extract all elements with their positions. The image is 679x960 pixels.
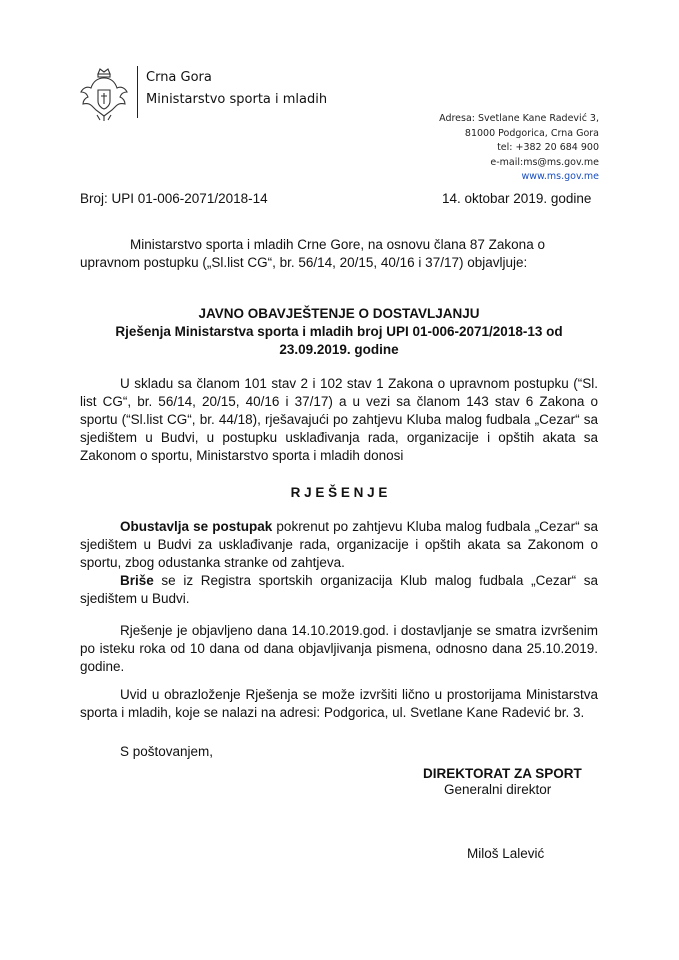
decision-item-1-lead: Obustavlja se postupak xyxy=(120,519,273,534)
header-divider xyxy=(137,66,138,118)
intro-line: Ministarstvo sporta i mladih Crne Gore, na osnovu člana 87 Zakona o xyxy=(130,237,545,252)
country-name: Crna Gora xyxy=(146,70,212,85)
decision-item-2-text: se iz Registra sportskih organizacija Klub malog fudbala „Cezar“ sa sjedištem u Budvi. xyxy=(80,573,598,606)
basis-paragraph: U skladu sa članom 101 stav 2 i 102 stav 1 Zakona o upravnom postupku (“Sl. list CG“, br. 56/14, 20/15, 40/16 i 37/17) a u vezi sa članom 143 stav 6 Zakona o sportu (“Sl.list CG“, br. 44/18), rješavajući po zahtjevu Kluba malog fudbala „Cezar“ sa sjedištem u Budvi, u postupku usklađivanja rada, organizacije i opštih akata sa Zakonom o sportu, Ministarstvo sporta i mladih donosi xyxy=(80,376,598,463)
decision-item-1-text: pokrenut po zahtjevu Kluba malog fudbala „Cezar“ sa sjedištem u Budvi za usklađivanje rada, organizacije i opštih akata sa Zakonom o sportu, zbog odustanka stranke od zahtjeva. xyxy=(80,519,598,570)
inspection-paragraph: Uvid u obrazloženje Rješenja se može izvršiti lično u prostorijama Ministarstva sporta i mladih, koje se nalazi na adresi: Podgorica, ul. Svetlane Kane Radević br. 3. xyxy=(80,687,598,720)
decision-item-2 xyxy=(80,572,598,608)
address-block xyxy=(439,112,599,185)
closing-greeting: S poštovanjem, xyxy=(120,744,214,759)
publication-paragraph: Rješenje je objavljeno dana 14.10.2019.god. i dostavljanje se smatra izvršenim po isteku roka od 10 dana od dana objavljivanja pismena, odnosno dana 25.10.2019. godine. xyxy=(80,623,598,674)
phone-line: tel: +382 20 684 900 xyxy=(497,142,599,153)
coat-of-arms-icon xyxy=(79,66,129,122)
decision-body xyxy=(80,518,598,608)
notice-title-line: Rješenja Ministarstva sporta i mladih broj UPI 01-006-2071/2018-13 od xyxy=(115,324,563,339)
signature-role: Generalni direktor xyxy=(444,782,552,797)
decision-item-1 xyxy=(80,518,598,572)
address-line: 81000 Podgorica, Crna Gora xyxy=(464,127,599,139)
email-line: e-mail:ms@ms.gov.me xyxy=(490,156,599,168)
document-number: Broj: UPI 01-006-2071/2018-14 xyxy=(80,191,268,206)
notice-title-line: JAVNO OBAVJEŠTENJE O DOSTAVLJANJU xyxy=(198,306,480,321)
intro xyxy=(80,236,598,272)
website-link[interactable]: www.ms.gov.me xyxy=(521,171,599,182)
intro-line: upravnom postupku („Sl.list CG“, br. 56/14, 20/15, 40/16 i 37/17) objavljuje: xyxy=(80,255,528,270)
signature-department: DIREKTORAT ZA SPORT xyxy=(423,766,582,781)
decision-item-2-lead: Briše xyxy=(120,573,154,588)
signature-name: Miloš Lalević xyxy=(467,846,545,861)
address-line: Adresa: Svetlane Kane Radević 3, xyxy=(439,113,599,124)
ministry-name: Ministarstvo sporta i mladih xyxy=(146,92,328,107)
notice-title-line: 23.09.2019. godine xyxy=(279,342,399,357)
decision-heading: R J E Š E N J E xyxy=(290,485,388,500)
document-date: 14. oktobar 2019. godine xyxy=(442,191,592,206)
notice-title xyxy=(80,305,598,359)
